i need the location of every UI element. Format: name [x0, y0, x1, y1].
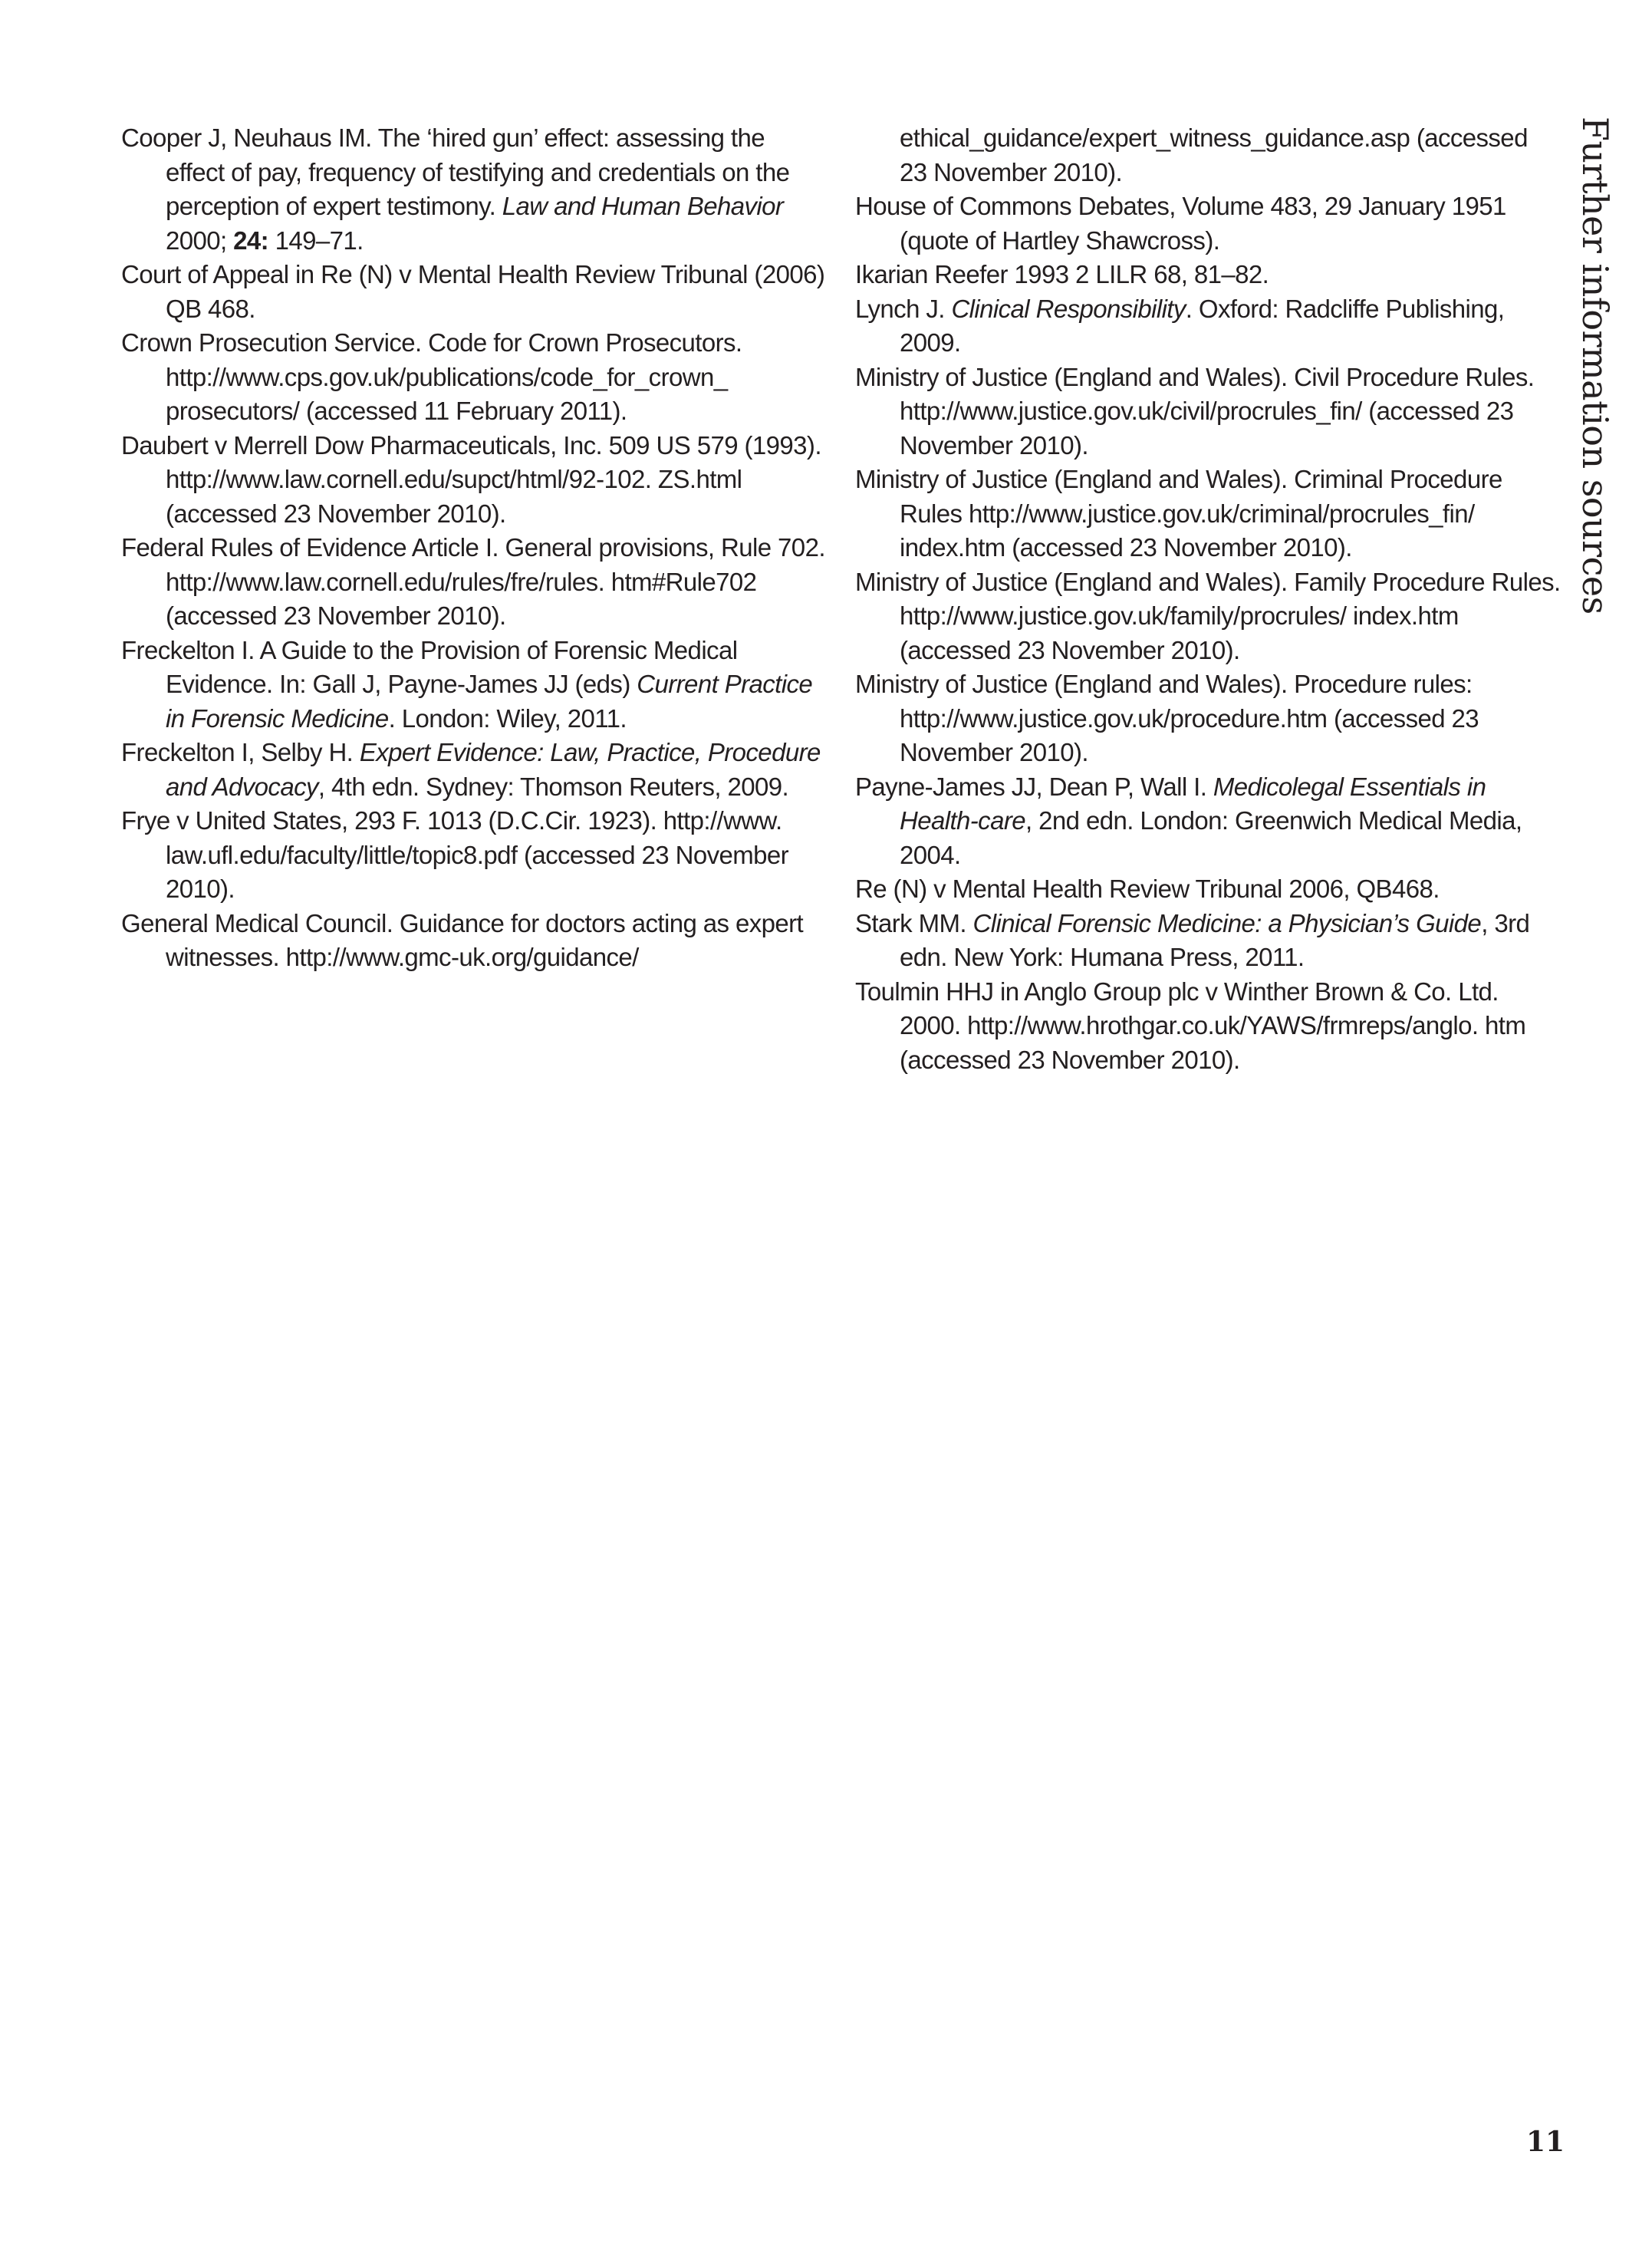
- reference-house-of-commons: House of Commons Debates, Volume 483, 29 January 1951 (quote of Hartley Shawcross).: [855, 192, 1506, 255]
- reference-procedure-rules: Ministry of Justice (England and Wales). Procedure rules: http://www.justice.gov.uk/procedure.htm (accessed 23 November 2010).: [855, 670, 1479, 766]
- references-left-column: [121, 121, 827, 975]
- page-number: 11: [1526, 2126, 1565, 2158]
- reference-gmc: General Medical Council. Guidance for doctors acting as expert witnesses. http://www.gmc-uk.org/guidance/: [121, 908, 804, 971]
- reference-toulmin: Toulmin HHJ in Anglo Group plc v Winther Brown & Co. Ltd. 2000. http://www.hrothgar.co.uk/YAWS/frmreps/anglo. htm (accessed 23 November 2010).: [855, 977, 1526, 1074]
- reference-civil-procedure: Ministry of Justice (England and Wales). Civil Procedure Rules. http://www.justice.gov.uk/civil/procrules_fin/ (accessed 23 November 2010).: [855, 362, 1535, 460]
- reference-re-n: Re (N) v Mental Health Review Tribunal 2006, QB468.: [855, 875, 1440, 903]
- reference-payne-james: Payne-James JJ, Dean P, Wall I. Medicolegal Essentials in Health-care, 2nd edn. London: Greenwich Medical Media, 2004.: [855, 772, 1522, 869]
- reference-ikarian-reefer: Ikarian Reefer 1993 2 LILR 68, 81–82.: [855, 260, 1269, 288]
- reference-frye: Frye v United States, 293 F. 1013 (D.C.Cir. 1923). http://www. law.ufl.edu/faculty/little/topic8.pdf (accessed 23 November 2010).: [121, 806, 789, 903]
- reference-lynch: Lynch J. Clinical Responsibility. Oxford: Radcliffe Publishing, 2009.: [855, 294, 1505, 357]
- reference-stark: Stark MM. Clinical Forensic Medicine: a Physician’s Guide, 3rd edn. New York: Humana Press, 2011.: [855, 908, 1530, 971]
- reference-freckelton-selby: Freckelton I, Selby H. Expert Evidence: Law, Practice, Procedure and Advocacy, 4th edn. Sydney: Thomson Reuters, 2009.: [121, 738, 821, 801]
- reference-daubert: Daubert v Merrell Dow Pharmaceuticals, Inc. 509 US 579 (1993). http://www.law.cornell.edu/supct/html/92-102. ZS.html (accessed 23 November 2010).: [121, 430, 821, 528]
- reference-family-procedure: Ministry of Justice (England and Wales). Family Procedure Rules. http://www.justice.gov.uk/family/procrules/ index.htm (accessed 23 November 2010).: [855, 567, 1561, 664]
- reference-court-of-appeal: Court of Appeal in Re (N) v Mental Health Review Tribunal (2006) QB 468.: [121, 260, 825, 323]
- reference-federal-rules: Federal Rules of Evidence Article I. General provisions, Rule 702. http://www.law.cornell.edu/rules/fre/rules. htm#Rule702 (accessed 23 November 2010).: [121, 533, 825, 630]
- reference-gmc-continuation: ethical_guidance/expert_witness_guidance.asp (accessed 23 November 2010).: [900, 124, 1528, 186]
- section-side-title: Further information sources: [1575, 117, 1616, 614]
- reference-criminal-procedure: Ministry of Justice (England and Wales). Criminal Procedure Rules http://www.justice.gov.uk/criminal/procrules_fin/ index.htm (accessed 23 November 2010).: [855, 465, 1502, 562]
- reference-freckelton-guide: Freckelton I. A Guide to the Provision of Forensic Medical Evidence. In: Gall J, Payne-James JJ (eds) Current Practice in Forensic Medicine. London: Wiley, 2011.: [121, 635, 813, 733]
- reference-cooper: Cooper J, Neuhaus IM. The ‘hired gun’ effect: assessing the effect of pay, frequency of testifying and credentials on the perception of expert testimony. Law and Human Behavior2000; 24: 149–71.: [121, 124, 790, 255]
- references-right-column: [855, 121, 1561, 1077]
- reference-crown-prosecution: Crown Prosecution Service. Code for Crown Prosecutors. http://www.cps.gov.uk/publications/code_for_crown_ prosecutors/ (accessed 11 February 2011).: [121, 328, 742, 425]
